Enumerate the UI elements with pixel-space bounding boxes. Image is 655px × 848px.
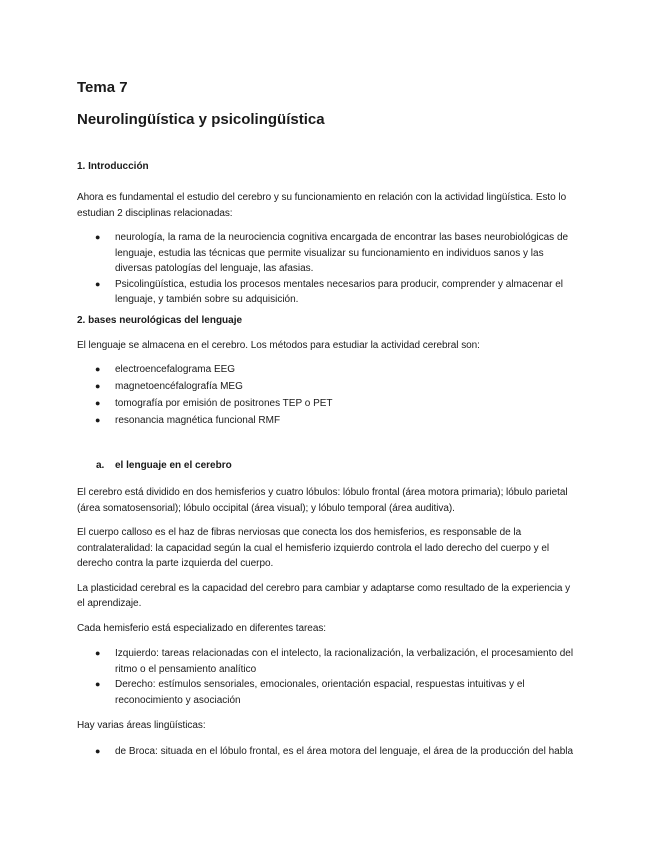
paragraph: El lenguaje se almacena en el cerebro. Los métodos para estudiar la actividad cerebral son:: [77, 339, 480, 351]
subsection-heading: a. el lenguaje en el cerebro: [96, 460, 232, 471]
paragraph: El cuerpo calloso es el haz de fibras nerviosas que conecta los dos hemisferios, es responsable de la contralateralidad: la capacidad según la cual el hemisferio izquierdo controla el lado derecho del cuerpo y el derecho contra la parte izquierda del cuerpo.: [77, 527, 550, 569]
document-title: Tema 7: [77, 79, 128, 96]
subsection-lenguaje-cerebro: [77, 459, 577, 759]
section-bases-neurologicas: [77, 314, 577, 430]
document-content: [77, 78, 577, 765]
bullet-icon: ●: [95, 679, 101, 689]
list-item: ● tomografía por emisión de positrones TEP o PET: [77, 395, 577, 412]
list-item: ● resonancia magnética funcional RMF: [77, 412, 577, 429]
paragraph: Hay varias áreas lingüísticas:: [77, 720, 206, 731]
paragraph: El cerebro está dividido en dos hemisferios y cuatro lóbulos: lóbulo frontal (área motora primaria); lóbulo parietal (área somatosensorial); lóbulo occipital (área visual); y lóbulo temporal (área auditiva).: [77, 487, 568, 514]
list-item: ● Derecho: estímulos sensoriales, emocionales, orientación espacial, respuestas intuitivas y el reconocimiento y asociación: [95, 679, 525, 706]
list-item: ● Izquierdo: tareas relacionadas con el intelecto, la racionalización, la verbalización, el procesamiento del ritmo o el pensamiento analítico: [95, 648, 574, 675]
subsection-marker: a.: [96, 460, 105, 471]
bullet-list: [77, 646, 577, 708]
list-item: ● electroencefalograma EEG: [77, 361, 577, 378]
list-item: ● neurología, la rama de la neurociencia cognitiva encargada de encontrar las bases neurobiológicas de lenguaje, estudia las técnicas que permite visualizar su funcionamiento en individuos sanos y las diversas patologías del lenguaje, las afasias.: [95, 232, 569, 274]
list-item: ● de Broca: situada en el lóbulo frontal, es el área motora del lenguaje, el área de la producción del habla: [77, 744, 577, 760]
bullet-list: [77, 744, 577, 760]
list-item: ● magnetoencéfalografía MEG: [77, 378, 577, 395]
bullet-icon: ●: [95, 398, 101, 408]
section-introduccion: [77, 160, 577, 308]
document-subtitle: Neurolingüística y psicolingüística: [77, 111, 325, 128]
bullet-icon: ●: [95, 648, 101, 658]
bullet-icon: ●: [95, 364, 101, 374]
section-heading: 1. Introducción: [77, 161, 149, 172]
bullet-icon: ●: [95, 415, 101, 425]
bullet-icon: ●: [95, 232, 101, 242]
paragraph: Ahora es fundamental el estudio del cerebro y su funcionamiento en relación con la actividad lingüística. Esto lo estudian 2 disciplinas relacionadas:: [77, 192, 567, 219]
bullet-icon: ●: [95, 381, 101, 391]
list-item: ● Psicolingüística, estudia los procesos mentales necesarios para producir, comprender y almacenar el lenguaje, y también sobre su adquisición.: [95, 278, 564, 305]
bullet-icon: ●: [95, 745, 101, 756]
paragraph: La plasticidad cerebral es la capacidad del cerebro para cambiar y adaptarse como resultado de la experiencia y el aprendizaje.: [77, 582, 571, 609]
bullet-list: [77, 361, 577, 429]
bullet-list: [77, 230, 577, 308]
bullet-icon: ●: [95, 278, 101, 289]
section-heading: 2. bases neurológicas del lenguaje: [77, 314, 243, 326]
paragraph: Cada hemisferio está especializado en diferentes tareas:: [77, 622, 327, 634]
